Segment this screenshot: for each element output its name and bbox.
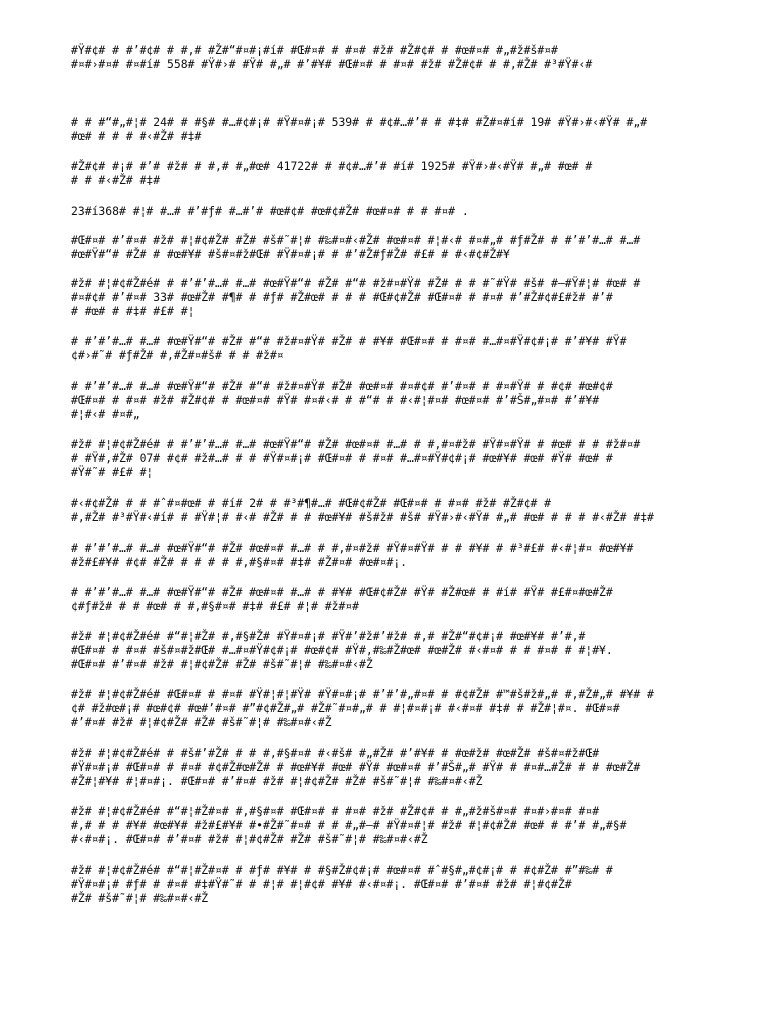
text-line: #‹#¢#Ž# # # #ˆ#¤#œ# # #í# 2# # #³#¶#…# #Œ#¢#Ž# #Œ#¤# # #¤# #ž# #Ž#¢# # xyxy=(71,496,552,510)
paragraph-4 xyxy=(71,204,469,218)
text-line: #Ÿ#˜# #£# #¦ xyxy=(71,465,154,480)
text-line: #œ#Ÿ#“# #Ž# # #œ#¥# #š#¤#ž#Œ# #Ÿ#¤#¡# # #’#Ž#ƒ#Ž# #£# # #‹#¢#Ž#¥ xyxy=(71,247,510,262)
text-line: #Ž#¢# #¡# #’# #ž# # #‚# #„#œ# 41722# # #¢#…#’# #í# 1925# #Ÿ#›#‹#Ÿ# #„# #œ# # xyxy=(71,159,593,173)
paragraph-16 xyxy=(71,804,626,847)
text-line: # # #“#„#¦# 24# # #§# #…#¢#¡# #Ÿ#¤#¡# 539# # #¢#…#’# # #‡# #Ž#¤#í# 19# #Ÿ#›#‹#Ÿ# #„# xyxy=(71,115,648,129)
text-line: #ž# #¦#¢#Ž#é# # #’#’#…# #…# #œ#Ÿ#“# #Ž# #“# #ž#¤#Ÿ# #Ž# # # #˜#Ÿ# #š# #–#Ÿ#¦# #œ# # xyxy=(71,276,641,290)
text-line: #‹#¤#¡. #Œ#¤# #’#¤# #ž# #¦#¢#Ž# #Ž# #š#˜#¦# #‰#¤#‹#Ž xyxy=(71,832,428,847)
text-line: #¦#‹# #¤#„ xyxy=(71,407,140,422)
text-line: # #’#’#…# #…# #œ#Ÿ#“# #Ž# #œ#¤# #…# # #¥# #Œ#¢#Ž# #Ÿ# #Ž#œ# # #í# #Ÿ# #£#¤#œ#Ž# xyxy=(71,585,613,599)
paragraph-3 xyxy=(71,159,592,187)
paragraph-11 xyxy=(71,541,633,569)
paragraph-1 xyxy=(71,43,592,71)
text-line: #ž#£#¥# #¢# #Ž# # # # # #‚#§#¤# #‡# #Ž#¤# #œ#¤#¡. xyxy=(71,555,408,570)
paragraph-14 xyxy=(71,687,654,730)
text-line: #ž# #¦#¢#Ž#é# #“#¦#Ž# #‚#§#Ž# #Ÿ#¤#¡# #Ÿ#’#ž#’#ž# #‚# #Ž#“#¢#¡# #œ#¥# #’#‚# xyxy=(71,629,586,643)
text-line: #‚# # # #¥# #œ#¥# #ž#£#¥# #•#Ž#˜#¤# # # #„#—# #Ÿ#¤#¦# #ž# #¦#¢#Ž# #œ# # #’# #„#§# xyxy=(71,818,627,833)
text-line: # #’#’#…# #…# #œ#Ÿ#“# #Ž# #“# #ž#¤#Ÿ# #Ž# #œ#¤# #¤#¢# #’#¤# # #¤#Ÿ# # #¢# #œ#¢# xyxy=(71,379,613,393)
text-line: #Œ#¤# #’#¤# #ž# #¦#¢#Ž# #Ž# #š#˜#¦# #‰#¤#‹#Ž# #œ#¤# #¦#‹# #¤#„# #ƒ#Ž# # #’#’#…# #…# xyxy=(71,233,641,247)
text-line: #ž# #¦#¢#Ž#é# # #š#’#Ž# # # #‚#§#¤# #‹#š# #„#Ž# #’#¥# # #œ#ž# #œ#Ž# #š#¤#ž#Œ# xyxy=(71,746,600,760)
text-line: #Ÿ#¤#¡# #ƒ# # #¤# #‡#Ÿ#˜# # #¦# #¦#¢# #¥# #‹#¤#¡. #Œ#¤# #’#¤# #ž# #¦#¢#Ž# xyxy=(71,877,572,892)
text-line: # #Ÿ#‚#Ž# 07# #¢# #ž#…# # # #Ÿ#¤#¡# #Œ#¤# # #¤# #…#¤#Ÿ#¢#¡# #œ#¥# #œ# #Ÿ# #œ# # xyxy=(71,451,613,466)
text-line: #’#¤# #ž# #¦#¢#Ž# #Ž# #š#˜#¦# #‰#¤#‹#Ž xyxy=(71,715,332,730)
text-line: #¤#¢# #’#¤# 33# #œ#Ž# #¶# # #ƒ# #Ž#œ# # # # #Œ#¢#Ž# #Œ#¤# # #¤# #’#Ž#¢#£#ž# #’# xyxy=(71,290,613,305)
paragraph-2 xyxy=(71,115,647,143)
paragraph-6 xyxy=(71,276,640,319)
text-line: #‚#Ž# #³#Ÿ#‹#í# # #Ÿ#¦# #‹# #Ž# # # #œ#¥# #š#ž# #š# #Ÿ#›#‹#Ÿ# #„# #œ# # # # #‹#Ž# #‡# xyxy=(71,510,654,525)
text-line: # #’#’#…# #…# #œ#Ÿ#“# #Ž# #“# #ž#¤#Ÿ# #Ž# # #¥# #Œ#¤# # #¤# #…#¤#Ÿ#¢#¡# #’#¥# #Ÿ# xyxy=(71,334,627,348)
text-line: 23#í368# #¦# #…# #’#ƒ# #…#’# #œ#¢# #œ#¢#Ž# #œ#¤# # # #¤# . xyxy=(71,204,469,218)
text-line: # #œ# # #‡# #£# #¦ xyxy=(71,304,195,319)
paragraph-10 xyxy=(71,496,654,524)
text-line: # # #‹#Ž# #‡# xyxy=(71,173,161,188)
text-line: #ž# #¦#¢#Ž#é# # #’#’#…# #…# #œ#Ÿ#“# #Ž# #œ#¤# #…# # #‚#¤#ž# #Ÿ#¤#Ÿ# # #œ# # # #ž#¤# xyxy=(71,437,641,451)
text-line: #œ# # # # #‹#Ž# #‡# xyxy=(71,129,202,144)
text-line: ¢# #ž#œ#¡# #œ#¢# #œ#’#¤# #”#¢#Ž#„# #Ž#˜#¤#„# # #¦#¤#¡# #‹#¤# #‡# # #Ž#¦#¤. #Œ#¤# xyxy=(71,701,620,716)
text-line: #¤#›#¤# #¤#í# 558# #Ÿ#›# #Ÿ# #„# #’#¥# #Œ#¤# # #¤# #ž# #Ž#¢# # #‚#Ž# #³#Ÿ#‹# xyxy=(71,57,593,72)
text-line: #Ÿ#¢# # #’#¢# # #‚# #Ž#“#¤#¡#í# #Œ#¤# # #¤# #ž# #Ž#¢# # #œ#¤# #„#ž#š#¤# xyxy=(71,43,558,57)
text-line: #Ž# #š#˜#¦# #‰#¤#‹#Ž xyxy=(71,891,209,906)
text-line: #ž# #¦#¢#Ž#é# #“#¦#Ž#¤# #‚#§#¤# #Œ#¤# # #¤# #ž# #Ž#¢# # #„#ž#š#¤# #¤#›#¤# #¤# xyxy=(71,804,600,818)
text-line: #Œ#¤# # #¤# #ž# #Ž#¢# # #œ#¤# #Ÿ# #¤#‹# # #“# # #‹#¦#¤# #œ#¤# #’#Š#„#¤# #’#¥# xyxy=(71,393,600,408)
paragraph-17 xyxy=(71,863,613,906)
paragraph-12 xyxy=(71,585,613,613)
paragraph-15 xyxy=(71,746,640,789)
text-line: #Œ#¤# # #¤# #š#¤#ž#Œ# #…#¤#Ÿ#¢#¡# #œ#¢# #Ÿ#‚#‰#Ž#œ# #œ#Ž# #‹#¤# # # #¤# # #¦#¥. xyxy=(71,643,613,658)
paragraph-5 xyxy=(71,233,640,261)
text-line: #Ž#¦#¥# #¦#¤#¡. #Œ#¤# #’#¤# #ž# #¦#¢#Ž# #Ž# #š#˜#¦# #‰#¤#‹#Ž xyxy=(71,774,483,789)
text-line: ¢#ƒ#ž# # # #œ# # #‚#§#¤# #‡# #£# #¦# #ž#¤# xyxy=(71,599,360,614)
text-line: #ž# #¦#¢#Ž#é# #“#¦#Ž#¤# # #ƒ# #¥# # #§#Ž#¢#¡# #œ#¤# #ˆ#§#„#¢#¡# # #¢#Ž# #”#‰# # xyxy=(71,863,613,877)
text-line: ¢#›#˜# #ƒ#Ž# #‚#Ž#¤#š# # # #ž#¤ xyxy=(71,348,284,363)
text-line: #Ÿ#¤#¡# #Œ#¤# # #¤# #¢#Ž#œ#Ž# # #œ#¥# #œ# #Ÿ# #œ#¤# #’#Š#„# #Ÿ# # #¤#…#Ž# # # #œ#Ž# xyxy=(71,760,641,775)
text-line: #ž# #¦#¢#Ž#é# #Œ#¤# # #¤# #Ÿ#¦#¦#Ÿ# #Ÿ#¤#¡# #’#’#„#¤# # #¢#Ž# #™#š#ž#„# #‚#Ž#„# #¥# # xyxy=(71,687,654,701)
paragraph-7 xyxy=(71,334,626,362)
text-line: # #’#’#…# #…# #œ#Ÿ#“# #Ž# #œ#¤# #…# # #‚#¤#ž# #Ÿ#¤#Ÿ# # # #¥# # #³#£# #‹#¦#¤ #œ#¥# xyxy=(71,541,634,555)
text-line: #Œ#¤# #’#¤# #ž# #¦#¢#Ž# #Ž# #š#˜#¦# #‰#¤#‹#Ž xyxy=(71,657,373,672)
paragraph-9 xyxy=(71,437,640,480)
paragraph-8 xyxy=(71,379,613,422)
paragraph-13 xyxy=(71,629,613,672)
